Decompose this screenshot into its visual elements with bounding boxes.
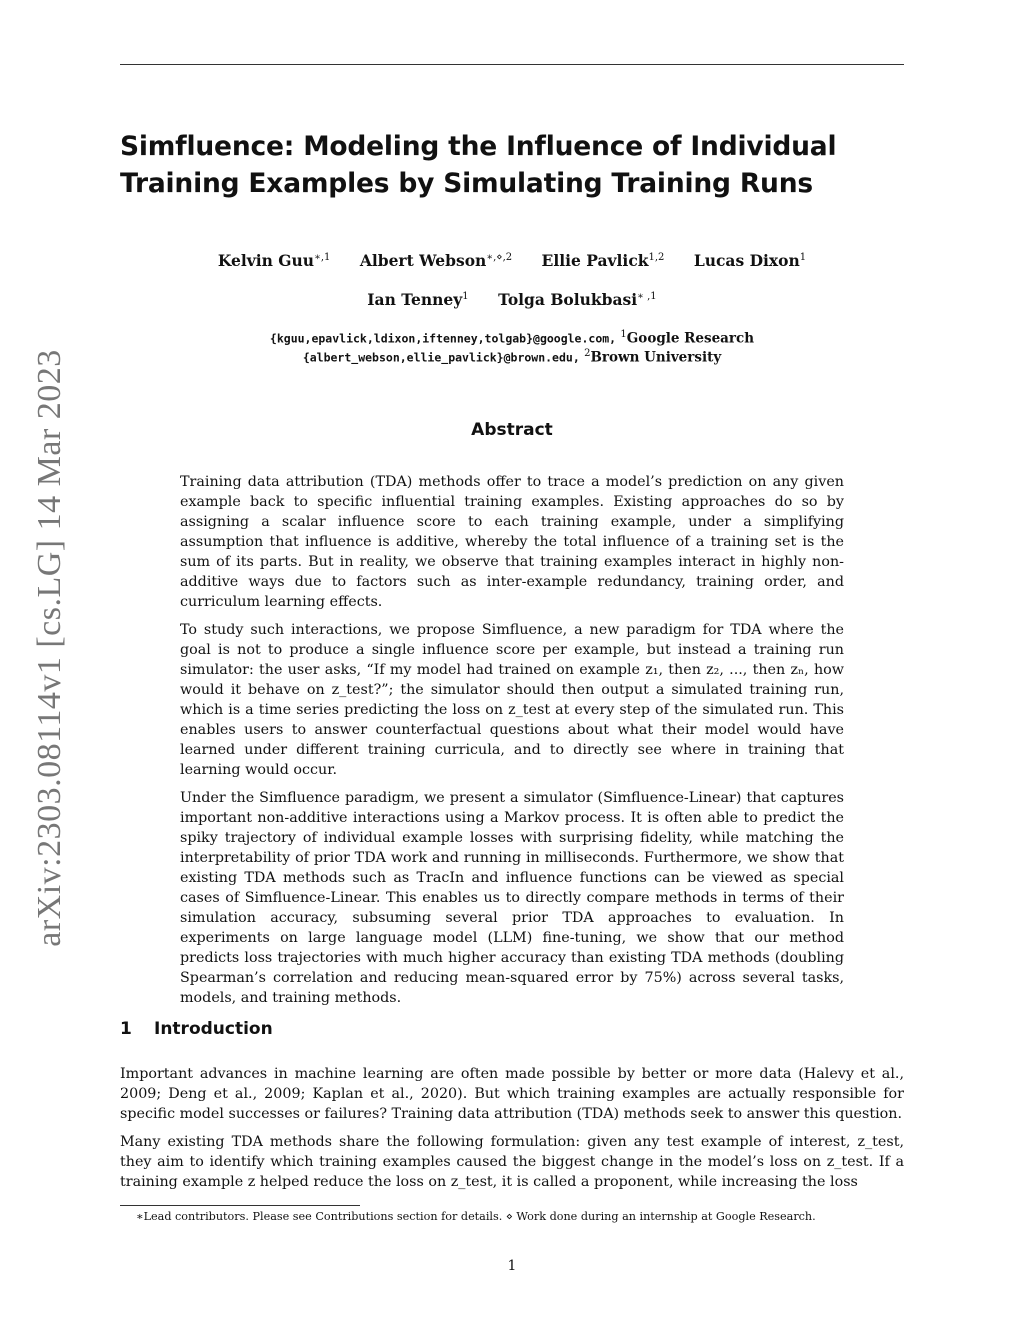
author-sup: 1 (799, 251, 807, 263)
footnote-rule (120, 1205, 360, 1206)
affiliation-sup: 2 (584, 348, 591, 359)
abstract-paragraph: To study such interactions, we propose Simfluence, a new paradigm for TDA where the goal is not to produce a single influence score per example, but instead a training run simulator: the user asks, “If my model had trained on example z₁, then z₂, ..., then zₙ, how would it behave on z_test?”; the simulator should then output a simulated training run, which is a time series predicting the loss on z_test at every step of the simulated run. This enables users to answer counterfactual questions about what their model would have learned under different training curricula, and to directly see where in training that learning would occur. (180, 622, 844, 778)
author-name: Albert Webson (359, 251, 487, 270)
paper-title (120, 128, 904, 202)
abstract-body (180, 472, 844, 1016)
affiliation-line-1 (120, 329, 904, 347)
affiliation-brown: Brown University (590, 349, 722, 366)
intro-paragraph: Important advances in machine learning are often made possible by better or more data (Halevy et al., 2009; Deng et al., 2009; Kaplan et al., 2020). But which training examples are actually responsible for specific model successes or failures? Training data attribution (TDA) methods seek to answer this question. (120, 1066, 904, 1122)
section-heading (120, 1019, 273, 1039)
author (498, 290, 657, 309)
affiliation-google: Google Research (626, 330, 755, 347)
affiliation-line-2 (120, 348, 904, 366)
section-number: 1 (120, 1019, 132, 1039)
author-sup: ∗ ,1 (637, 290, 657, 302)
abstract-heading: Abstract (471, 420, 553, 440)
author-name: Lucas Dixon (693, 251, 800, 270)
email-google[interactable]: {kguu,epavlick,ldixon,iftenney,tolgab}@google.com, (269, 331, 617, 346)
intro-paragraph: Many existing TDA methods share the following formulation: given any test example of interest, z_test, they aim to identify which training examples caused the biggest change in the model’s loss on z_test. If a training example z helped reduce the loss on z_test, it is called a proponent, while increasing the loss (120, 1134, 904, 1190)
author-name: Ellie Pavlick (541, 251, 649, 270)
author-sup: ∗,⋄,2 (486, 251, 513, 263)
title-line-2: Training Examples by Simulating Training Runs (120, 168, 813, 199)
affiliation-sup: 1 (620, 329, 627, 340)
author-name: Tolga Bolukbasi (498, 290, 638, 309)
email-brown[interactable]: {albert_webson,ellie_pavlick}@brown.edu, (302, 350, 580, 365)
title-line-1: Simfluence: Modeling the Influence of Individual (120, 131, 837, 162)
author-row-1 (120, 251, 904, 270)
page-number: 1 (507, 1258, 517, 1274)
author (694, 251, 806, 270)
author-name: Kelvin Guu (217, 251, 315, 270)
author (542, 251, 665, 270)
author-row-2 (120, 290, 904, 309)
author-sup: 1 (462, 290, 469, 302)
author (360, 251, 512, 270)
author-name: Ian Tenney (367, 290, 463, 309)
author (367, 290, 468, 309)
section-title: Introduction (154, 1019, 273, 1039)
arxiv-stamp-text: arXiv:2303.08114v1 [cs.LG] 14 Mar 2023 (31, 349, 68, 947)
header-rule (120, 64, 904, 65)
author-sup: ∗,1 (314, 251, 331, 263)
introduction-body (120, 1064, 904, 1200)
abstract-paragraph: Under the Simfluence paradigm, we present a simulator (Simfluence-Linear) that captures important non-additive interactions using a Markov process. It is often able to predict the spiky trajectory of individual example losses with surprising fidelity, while matching the interpretability of prior TDA work and running in milliseconds. Furthermore, we show that existing TDA methods such as TracIn and influence functions can be viewed as special cases of Simfluence-Linear. This enables us to directly compare methods in terms of their simulation accuracy, subsuming several prior TDA approaches to evaluation. In experiments on large language model (LLM) fine-tuning, we show that our method predicts loss trajectories with much higher accuracy than existing TDA methods (doubling Spearman’s correlation and reducing mean-squared error by 75%) across several tasks, models, and training methods. (180, 790, 844, 1006)
footnote: ∗Lead contributors. Please see Contributions section for details. ⋄ Work done during an internship at Google Research. (136, 1210, 816, 1223)
author-sup: 1,2 (648, 251, 665, 263)
abstract-paragraph: Training data attribution (TDA) methods offer to trace a model’s prediction on any given example back to specific influential training examples. Existing approaches do so by assigning a scalar influence score to each training example, under a simplifying assumption that influence is additive, whereby the total influence of a training set is the sum of its parts. But in reality, we observe that training examples interact in highly non-additive ways due to factors such as inter-example redundancy, training order, and curriculum learning effects. (180, 474, 844, 610)
author (218, 251, 331, 270)
